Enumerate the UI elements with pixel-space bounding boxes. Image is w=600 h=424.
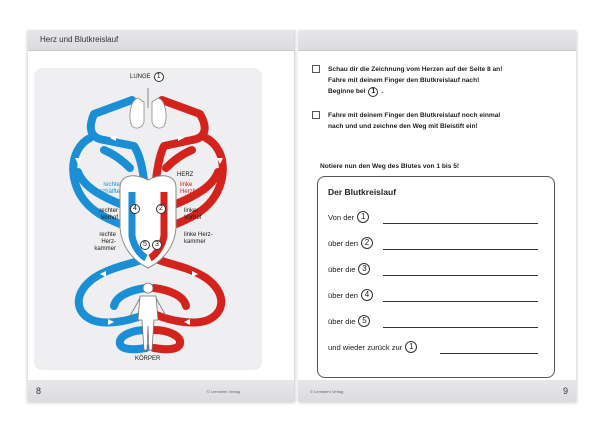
header-rule-right (298, 50, 576, 51)
answer-row-1: Von der 1 (328, 211, 369, 223)
row-1-num: 1 (357, 211, 369, 223)
right-page (298, 30, 576, 402)
label-rechter-vorhof: rechter Vorhof (99, 208, 118, 221)
lungs-icon (130, 88, 166, 128)
task-1-checkbox[interactable] (312, 65, 320, 73)
header-rule (28, 50, 296, 51)
copyright-right: © Lernstern Verlag (310, 389, 344, 394)
row-4-num: 4 (361, 289, 373, 301)
right-footer (298, 380, 576, 402)
task-1-line-1: Schau dir die Zeichnung vom Herzen auf der Seite 8 an! (328, 66, 503, 73)
row-2-num: 2 (361, 237, 373, 249)
answer-line-5[interactable] (383, 327, 538, 328)
step-3-marker: 3 (152, 240, 162, 250)
answer-line-4[interactable] (383, 301, 538, 302)
step-2-marker: 2 (156, 204, 166, 214)
answer-row-4: über den 4 (328, 289, 373, 301)
label-linke-herzhaelfte: linke Herzhälfte (180, 182, 208, 195)
circulation-diagram (34, 68, 262, 370)
copyright-left: © Lernstern Verlag (206, 389, 240, 394)
left-footer (28, 380, 296, 402)
right-header (298, 30, 576, 50)
answer-line-6[interactable] (440, 353, 538, 354)
step-1-marker: 1 (154, 72, 164, 82)
label-rechte-herzkammer: rechte Herz-kammer (94, 232, 116, 252)
label-koerper: KÖRPER (135, 356, 161, 362)
answer-row-5: über die 5 (328, 315, 370, 327)
heart-icon (120, 176, 176, 268)
left-header (28, 30, 296, 50)
circulation-diagram-graphic (34, 68, 262, 370)
label-lunge: LUNGE 1 (130, 72, 164, 82)
task-2-checkbox[interactable] (312, 111, 320, 119)
chapter-title: Herz und Blutkreislauf (40, 35, 119, 44)
row-3-num: 3 (358, 263, 370, 275)
task-1-line-3: Beginne bei 1 . (328, 87, 384, 95)
answer-row-2: über den 2 (328, 237, 373, 249)
label-linke-herzkammer: linke Herz-kammer (184, 232, 213, 245)
box-title: Der Blutkreislauf (328, 187, 397, 197)
instruction-notiere: Notiere nun den Weg des Blutes von 1 bis 5! (320, 163, 460, 170)
answer-row-3: über die 3 (328, 263, 370, 275)
answer-row-6: und wieder zurück zur 1 (328, 341, 417, 353)
task-2-line-1: Fahre mit deinem Finger den Blutkreislauf noch einmal (328, 112, 501, 119)
answer-line-2[interactable] (383, 249, 538, 250)
task-1-line-2: Fahre mit deinem Finger den Blutkreislauf nach! (328, 77, 480, 84)
page-number-right: 9 (562, 386, 568, 396)
answer-line-1[interactable] (383, 223, 538, 224)
answer-line-3[interactable] (383, 275, 538, 276)
page-number-left: 8 (36, 386, 42, 396)
label-linker-vorhof: linker Vorhof (184, 208, 202, 221)
blutkreislauf-box (317, 176, 555, 378)
task-2-line-2: nach und und zeichne den Weg mit Bleistift ein! (328, 123, 478, 130)
label-rechte-herzhaelfte: rechte Herzhälfte (92, 182, 120, 195)
step-1-ref: 1 (368, 87, 378, 97)
row-6-num: 1 (405, 341, 417, 353)
label-herz: HERZ (177, 172, 194, 178)
row-5-num: 5 (358, 315, 370, 327)
step-5-marker: 5 (140, 240, 150, 250)
left-page (28, 30, 296, 402)
step-4-marker: 4 (130, 204, 140, 214)
